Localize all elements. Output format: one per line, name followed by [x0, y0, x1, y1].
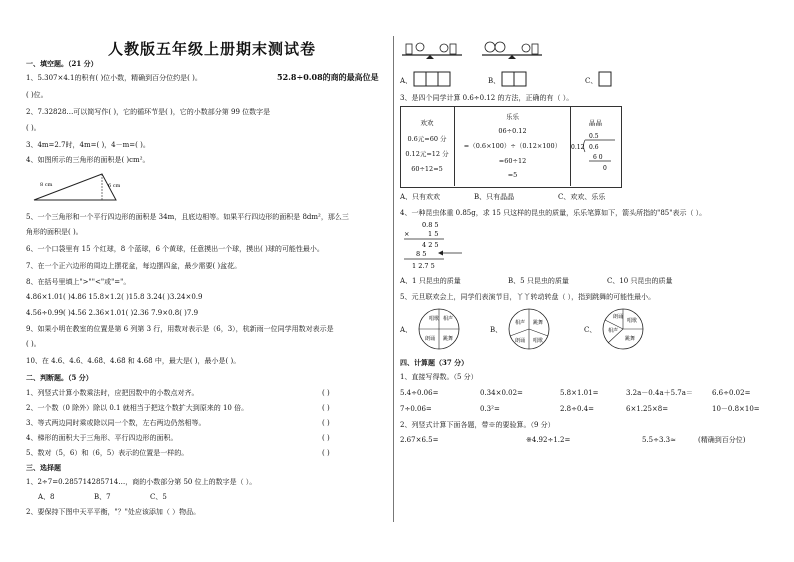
judge-5: 5、数对（5，6）和（6，5）表示的位置是一样的。	[26, 449, 189, 457]
q4-text: 4、如图所示的三角形的面积是( )cm²。	[26, 156, 150, 164]
calc-r1-2: 0.34×0.02=	[480, 389, 523, 397]
mult-sign: ×	[404, 230, 410, 238]
calc-r2-2: 0.3²=	[480, 405, 500, 413]
method-2-head: 乐乐	[506, 113, 519, 121]
right-q3-text: 3、是四个同学计算 0.6÷0.12 的方法，正确的有（ ）。	[400, 94, 574, 102]
q1-bold-text: 52.8÷0.08的商的最高位是	[277, 72, 379, 82]
spinner-a-sector-4: 朗诵	[425, 336, 436, 342]
section-calc: 四、计算题（37 分）	[400, 358, 469, 367]
judge-1-paren: ( )	[322, 389, 330, 397]
calc-r1-1: 5.4÷0.06=	[400, 389, 439, 397]
q3-option-b: B、只有晶晶	[474, 193, 515, 201]
option-c-label: C、	[585, 77, 598, 85]
choice-1-c: C、5	[150, 493, 167, 501]
method-2-line-1: 06÷0.12	[498, 127, 527, 135]
method-1-line-2: 0.12元=12 分	[405, 150, 449, 158]
spinner-a-sector-1: 唱歌	[429, 316, 440, 322]
spinner-b-sector-4: 唱歌	[533, 338, 544, 344]
choice-2: 2、要保持下图中天平平衡，"？"处应该添加（ ）物品。	[26, 508, 201, 516]
mult-line-5: 1 2.7 5	[412, 262, 435, 270]
method-2-line-4: =5	[507, 171, 518, 179]
spinner-b-sector-2: 跳舞	[533, 320, 544, 326]
calc-2-item-1: 2.67×6.5=	[400, 436, 439, 444]
spinner-a	[414, 306, 464, 352]
spinner-c-label: C、	[584, 326, 597, 334]
method-2-line-3: =60÷12	[498, 157, 527, 165]
multiplication-figure	[400, 218, 480, 274]
section-fill-blank: 一、填空题。（21 分）	[26, 59, 98, 68]
method-1-head: 欢欢	[420, 119, 434, 127]
option-c-block	[597, 70, 615, 88]
q5-cont: 角形的面积是( )。	[26, 228, 83, 236]
division-quotient: 0.5	[589, 133, 599, 140]
mult-line-3: 4 2 5	[422, 241, 439, 249]
q4-option-c: C、10 只昆虫的质量	[607, 277, 673, 285]
calc-2-text: 2、列竖式计算下面各题，带※的要验算。（9 分）	[400, 421, 555, 429]
division-dividend: 0.6	[589, 144, 599, 151]
method-2-line-2: =（0.6×100）÷（0.12×100）	[463, 142, 562, 150]
right-q5-text: 5、元旦联欢会上，同学们表演节目，丫丫转动转盘（ ），指到跳舞的可能性最小。	[400, 293, 656, 301]
judge-3-paren: ( )	[322, 419, 330, 427]
balance-scales-figure	[400, 38, 560, 60]
method-3-head: 晶晶	[589, 119, 602, 127]
right-q4-text: 4、一种昆虫体重 0.85g，求 15 只这样的昆虫的质量，乐乐笔算如下，箭头所指的"85"表示（ ）。	[400, 209, 707, 217]
spinner-b	[504, 306, 554, 352]
option-a-blocks	[412, 70, 460, 88]
option-a-label: A、	[400, 77, 413, 85]
spinner-c-sector-1: 唱歌	[627, 318, 638, 324]
choice-1: 1、2÷7=0.285714285714…，商的小数部分第 50 位上的数字是（ ）。	[26, 478, 257, 486]
q9-text: 9、如果小明在教室的位置是第 6 列第 3 行，用数对表示是（6，3），杭新雨一位同学用数对表示是	[26, 325, 334, 333]
triangle-label-left: 8 cm	[40, 182, 53, 188]
option-b-blocks	[500, 70, 530, 88]
q8-row2: 4.56÷0.99( )4.56 2.36×1.01( )2.36 7.9×0.8( )7.9	[26, 309, 199, 317]
spinner-a-label: A、	[400, 326, 413, 334]
q3-option-c: C、欢欢、乐乐	[558, 193, 606, 201]
q3-text: 3、4m=2.7时，4m=( )，4－m=( )。	[26, 141, 150, 149]
calc-r2-3: 2.8÷0.4=	[560, 405, 594, 413]
judge-4: 4、梯形的面积大于三角形、平行四边形的面积。	[26, 434, 178, 442]
spinner-b-sector-3: 朗诵	[515, 338, 526, 344]
judge-5-paren: ( )	[322, 449, 330, 457]
option-b-label: B、	[488, 77, 501, 85]
choice-1-a: A、8	[38, 493, 55, 501]
spinner-c	[598, 306, 648, 352]
calc-r2-4: 6×1.25×8=	[626, 405, 669, 413]
calc-2-item-4: (精确到百分位)	[698, 436, 746, 444]
page-title: 人教版五年级上册期末测试卷	[108, 40, 317, 58]
calc-r2-5: 10－0.8×10=	[712, 405, 760, 413]
q10-text: 10、在 4.6、4.6̇、4.6̇8̇、4.68̇ 和 4.6̇8̇ 中，最大是( )，最小是( )。	[26, 357, 241, 365]
section-judge: 二、判断题。（5 分）	[26, 373, 93, 382]
q5-text: 5、一个三角形和一个平行四边形的面积是 34m，且底边相等。如果平行四边形的面积是 8dm²，那么三	[26, 213, 349, 221]
division-divisor: 0.12	[571, 144, 585, 151]
spinner-a-sector-2: 相声	[443, 316, 454, 322]
spinner-b-sector-1: 相声	[515, 320, 526, 326]
q6-text: 6、一个口袋里有 15 个红球，8 个蓝球，6 个黄球，任意摸出一个球，摸出( )球的可能性最小。	[26, 245, 324, 253]
q4-option-b: B、5 只昆虫的质量	[508, 277, 569, 285]
triangle-label-right: 6 cm	[108, 183, 120, 189]
column-divider	[393, 36, 394, 522]
q8-row1: 4.86×1.01( )4.86 15.8×1.2( )15.8 3.24( )3.24×0.9	[26, 293, 203, 301]
calc-r1-5: 6.6÷0.02=	[712, 389, 751, 397]
method-3-division	[571, 130, 620, 180]
calc-r1-3: 5.8×1.01=	[560, 389, 599, 397]
q3-option-a: A、只有欢欢	[400, 193, 441, 201]
calc-1-text: 1、直接写得数。（5 分）	[400, 373, 478, 381]
calc-r2-1: 7÷0.06=	[400, 405, 432, 413]
judge-2-paren: ( )	[322, 404, 330, 412]
method-1-line-3: 60÷12=5	[411, 165, 443, 173]
mult-line-2: 1 5	[428, 230, 439, 238]
q4-option-a: A、1 只昆虫的质量	[400, 277, 461, 285]
spinner-b-label: B、	[490, 326, 503, 334]
spinner-c-sector-3: 跳舞	[625, 336, 636, 342]
division-remainder: 0	[603, 165, 607, 172]
judge-3: 3、等式两边同时乘或除以同一个数，左右两边仍然相等。	[26, 419, 206, 427]
division-subtract: 6 0	[593, 154, 603, 161]
triangle-figure	[30, 168, 120, 204]
spinner-c-sector-4: 朗诵	[613, 314, 624, 320]
q1-text: 1、5.307×4.1的积有( )位小数，精确到百分位约是( )。	[26, 74, 202, 82]
section-choice: 三、选择题	[26, 463, 61, 472]
judge-1: 1、列竖式计算小数乘法时，应把因数中的小数点对齐。	[26, 389, 199, 397]
mult-line-4: 8 5	[416, 250, 427, 258]
spinner-c-sector-2: 相声	[608, 328, 619, 334]
q7-text: 7、在一个正六边形的周边上摆花盆，每边摆四盆，最少需要( )盆花。	[26, 262, 242, 270]
calc-r1-4: 3.2a－0.4a＋5.7a＝	[626, 389, 693, 397]
spinner-a-sector-3: 跳舞	[443, 336, 454, 342]
q9-cont: ( )。	[26, 340, 41, 348]
method-1-line-1: 0.6元=60 分	[407, 135, 447, 143]
judge-2: 2、一个数（0 除外）除以 0.1 就相当于把这个数扩大到原来的 10 倍。	[26, 404, 249, 412]
q2-text: 2、7.32828…可以简写作( )，它的循环节是( )，它的小数部分第 99 位数字是	[26, 108, 271, 116]
calc-2-item-2: ※4.92÷1.2=	[526, 436, 571, 444]
mult-line-1: 0.8 5	[422, 221, 439, 229]
calc-2-item-3: 5.5÷3.3≈	[642, 436, 676, 444]
judge-4-paren: ( )	[322, 434, 330, 442]
q1-cont: ( )位。	[26, 91, 48, 99]
q8-text: 8、在括号里填上">""<"或"="。	[26, 278, 131, 286]
choice-1-b: B、7	[94, 493, 111, 501]
q2-cont: ( )。	[26, 124, 41, 132]
